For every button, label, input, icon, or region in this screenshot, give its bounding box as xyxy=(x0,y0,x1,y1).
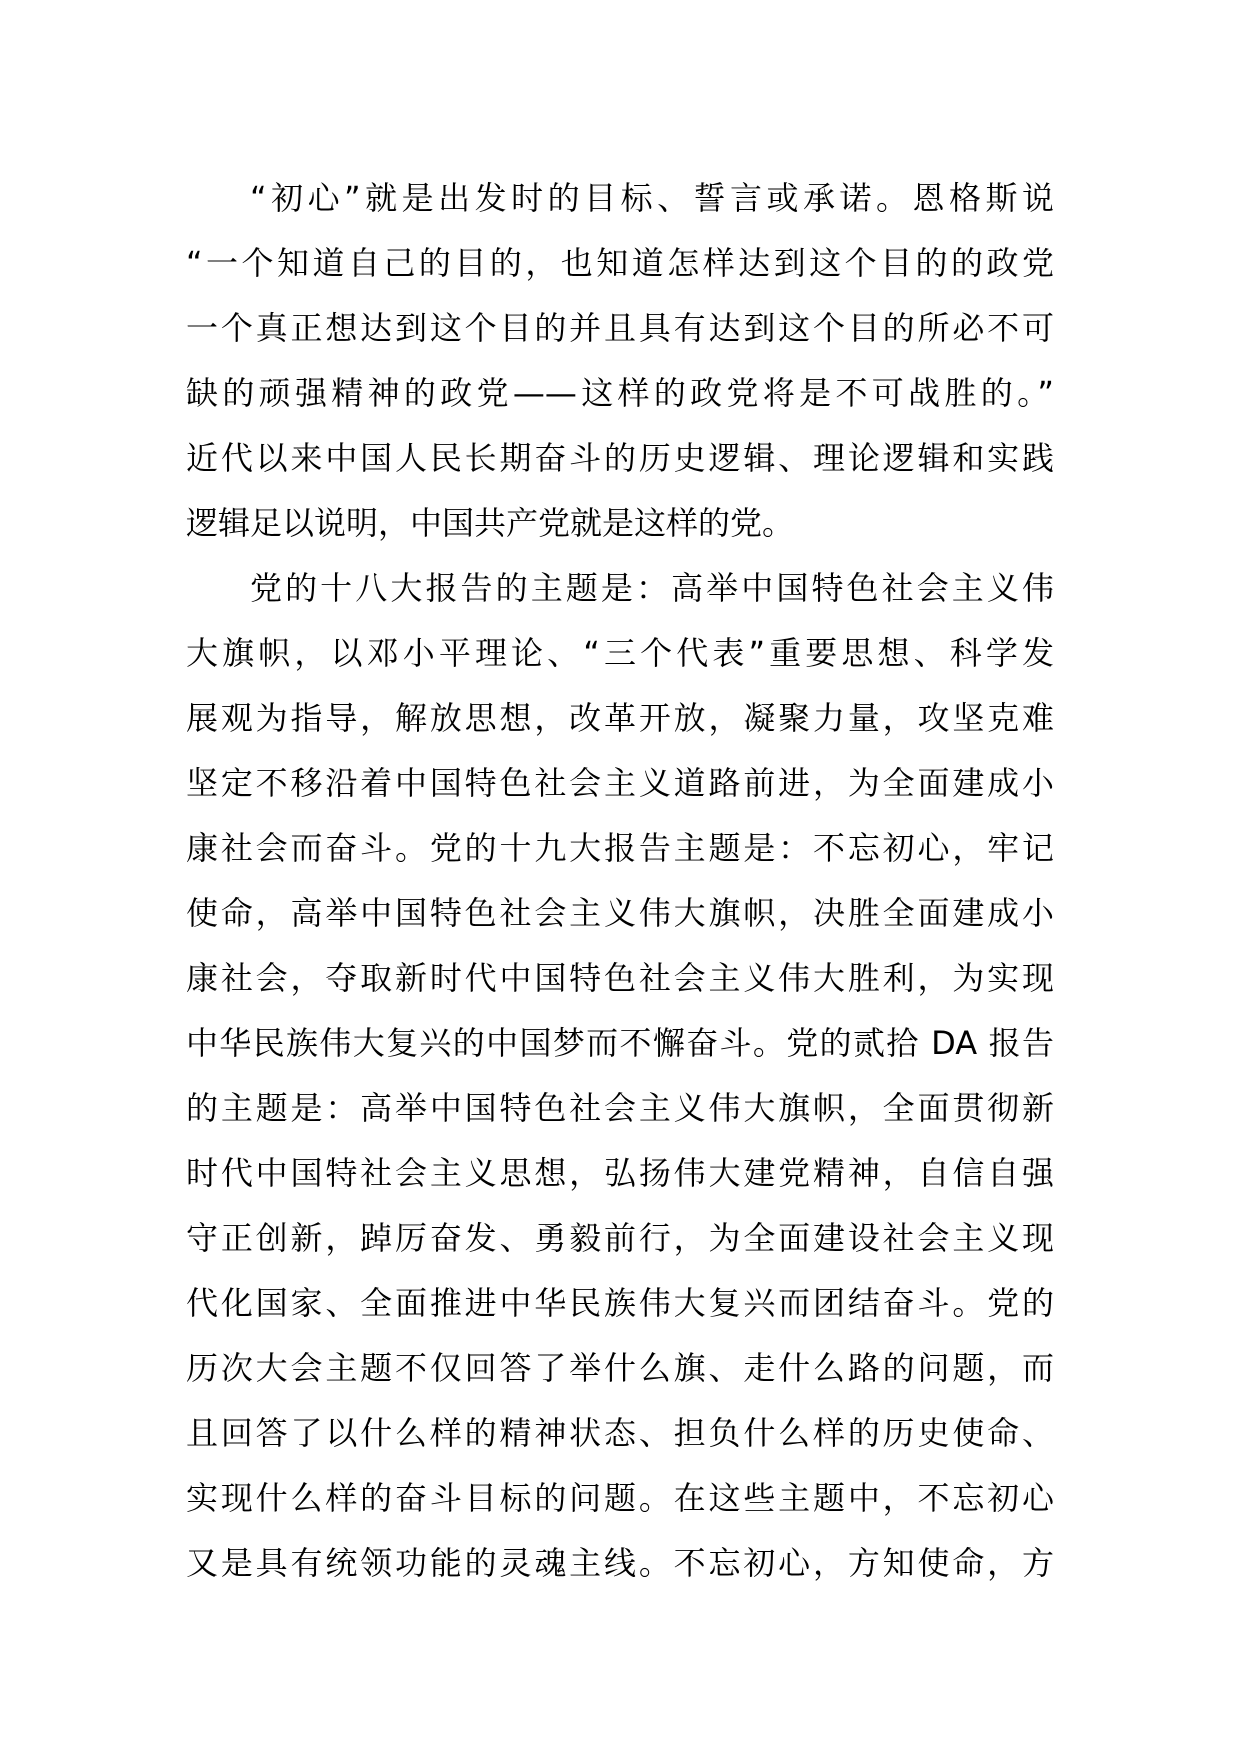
paragraph-2 xyxy=(186,556,1054,1596)
text-line: 康社会而奋斗。党的十九大报告主题是：不忘初心，牢记 xyxy=(186,829,1054,867)
text-line: 且回答了以什么样的精神状态、担负什么样的历史使命、 xyxy=(186,1414,1054,1452)
text-line: “初心”就是出发时的目标、誓言或承诺。恩格斯说 xyxy=(250,179,1054,217)
text-line: 近代以来中国人民长期奋斗的历史逻辑、理论逻辑和实践 xyxy=(186,439,1054,477)
text-line: 展观为指导，解放思想，改革开放，凝聚力量，攻坚克难 xyxy=(186,699,1054,737)
text-line: 代化国家、全面推进中华民族伟大复兴而团结奋斗。党的 xyxy=(186,1284,1054,1322)
text-line: 逻辑足以说明，中国共产党就是这样的党。 xyxy=(186,504,795,542)
text-line: 实现什么样的奋斗目标的问题。在这些主题中，不忘初心 xyxy=(186,1479,1054,1517)
text-line: 守正创新，踔厉奋发、勇毅前行，为全面建设社会主义现 xyxy=(186,1219,1054,1257)
text-line: 坚定不移沿着中国特色社会主义道路前进，为全面建成小 xyxy=(186,764,1054,802)
text-line: 大旗帜，以邓小平理论、“三个代表”重要思想、科学发 xyxy=(186,634,1054,672)
text-line: 历次大会主题不仅回答了举什么旗、走什么路的问题，而 xyxy=(186,1349,1054,1387)
text-line: 的主题是：高举中国特色社会主义伟大旗帜，全面贯彻新 xyxy=(186,1089,1054,1127)
text-line: 康社会，夺取新时代中国特色社会主义伟大胜利，为实现 xyxy=(186,959,1054,997)
text-line: 又是具有统领功能的灵魂主线。不忘初心，方知使命，方 xyxy=(186,1544,1054,1582)
text-line: 中华民族伟大复兴的中国梦而不懈奋斗。党的贰拾 DA 报告 xyxy=(186,1024,1054,1062)
text-line: “一个知道自己的目的，也知道怎样达到这个目的的政党 xyxy=(186,244,1054,282)
text-line: 党的十八大报告的主题是：高举中国特色社会主义伟 xyxy=(250,569,1054,607)
text-line: 使命，高举中国特色社会主义伟大旗帜，决胜全面建成小 xyxy=(186,894,1054,932)
paragraph-1 xyxy=(186,166,1054,556)
text-line: 一个真正想达到这个目的并且具有达到这个目的所必不可 xyxy=(186,309,1054,347)
document-page xyxy=(186,166,1054,1596)
text-line: 缺的顽强精神的政党——这样的政党将是不可战胜的。” xyxy=(186,374,1054,412)
text-line: 时代中国特社会主义思想，弘扬伟大建党精神，自信自强 xyxy=(186,1154,1054,1192)
